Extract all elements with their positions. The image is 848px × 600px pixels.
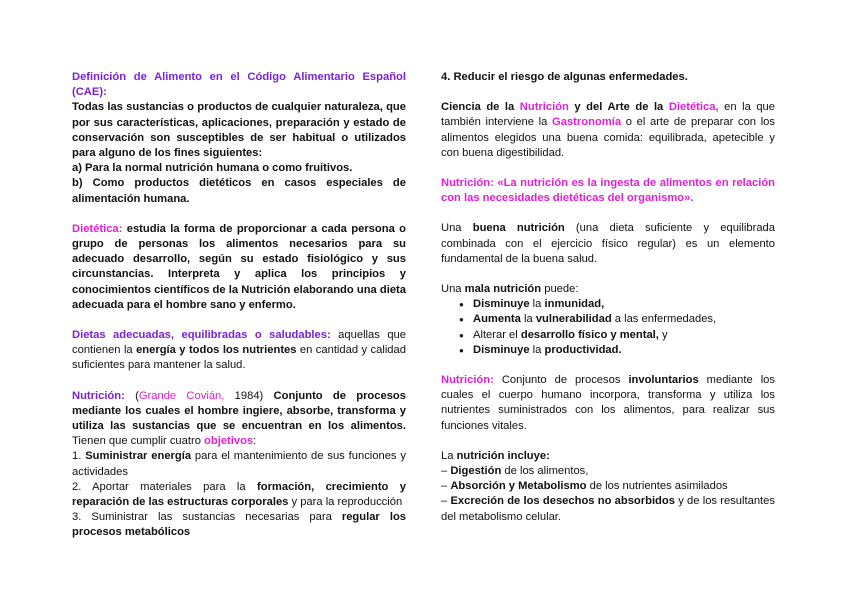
dietetica-paragraph: Dietética: estudia la forma de proporcionar a cada persona o grupo de personas los alimentos necesarios para su adecuado desarrollo, según su estado fisiológico y sus circunstancias. Interpreta y aplica los principios y conocimientos científicos de la Nutrición elaborando una dieta adecuada para el hombre sano y enfermo. bbox=[72, 222, 406, 311]
nutricion-incluye-heading: La nutrición incluye: bbox=[441, 449, 550, 462]
incluye-item-3: – Excreción de los desechos no absorbidos y de los resultantes del metabolismo celular. bbox=[441, 495, 775, 523]
objetivo-3: 3. Suministrar las sustancias necesarias para regular los procesos metabólicos bbox=[72, 511, 407, 539]
objetivo-1: 1. Suministrar energía para el mantenimiento de sus funciones y actividades bbox=[72, 450, 406, 478]
dietas-paragraph: Dietas adecuadas, equilibradas o saludables: aquellas que contienen la energía y todos los nutrientes en cantidad y calidad suficientes para mantener la salud. bbox=[72, 329, 406, 372]
list-item: ● Alterar el desarrollo físico y mental, y bbox=[441, 328, 775, 343]
list-item: ● Aumenta la vulnerabilidad a las enfermedades, bbox=[441, 312, 775, 327]
nutricion-quote: Nutrición: «La nutrición es la ingesta de alimentos en relación con las necesidades dietéticas del organismo». bbox=[441, 177, 775, 205]
mala-nutricion-heading: Una mala nutrición puede: bbox=[441, 283, 579, 296]
buena-nutricion-paragraph: Una buena nutrición (una dieta suficiente y equilibrada combinada con el ejercicio físico regular) es un elemento fundamental de la buena salud. bbox=[441, 222, 775, 265]
nutricion-involuntarios-paragraph: Nutrición: Conjunto de procesos involuntarios mediante los cuales el cuerpo humano incorpora, transforma y utiliza los nutrientes suministrados con los alimentos, para realizar sus funciones vitales. bbox=[441, 374, 775, 432]
left-column bbox=[72, 70, 406, 541]
cae-item-a: a) Para la normal nutrición humana o como fruitivos. bbox=[72, 162, 353, 175]
cae-title: Definición de Alimento en el Código Alimentario Español (CAE): bbox=[72, 71, 406, 99]
objetivo-4: 4. Reducir el riesgo de algunas enfermedades. bbox=[441, 71, 688, 83]
cae-item-b: b) Como productos dietéticos en casos especiales de alimentación humana. bbox=[72, 177, 406, 205]
objetivo-2: 2. Aportar materiales para la formación, crecimiento y reparación de las estructuras corporales y para la reproducción bbox=[72, 480, 406, 509]
list-item: ● Disminuye la productividad. bbox=[441, 343, 775, 358]
cae-body: Todas las sustancias o productos de cualquier naturaleza, que por sus características, aplicaciones, preparación y estado de conservación son susceptibles de ser habitual o utilizados para alguno de los fines siguientes: bbox=[72, 101, 406, 160]
list-item: ● Disminuye la inmunidad, bbox=[441, 297, 775, 312]
incluye-item-1: – Digestión de los alimentos, bbox=[441, 465, 589, 478]
nutricion-paragraph: Nutrición: (Grande Covián, 1984) Conjunto de procesos mediante los cuales el hombre ingiere, absorbe, transforma y utiliza las sustancias que se encuentran en los alimentos. Tienen que cumplir cuatro objetivos: bbox=[72, 389, 406, 448]
mala-nutricion-list bbox=[441, 297, 775, 358]
right-column bbox=[441, 70, 775, 525]
incluye-item-2: – Absorción y Metabolismo de los nutrientes asimilados bbox=[441, 480, 728, 493]
ciencia-paragraph: Ciencia de la Nutrición y del Arte de la Dietética, en la que también interviene la Gastronomía o el arte de preparar con los alimentos elegidos una buena comida: equilibrada, apetecible y con buena digestibilidad. bbox=[441, 101, 775, 159]
